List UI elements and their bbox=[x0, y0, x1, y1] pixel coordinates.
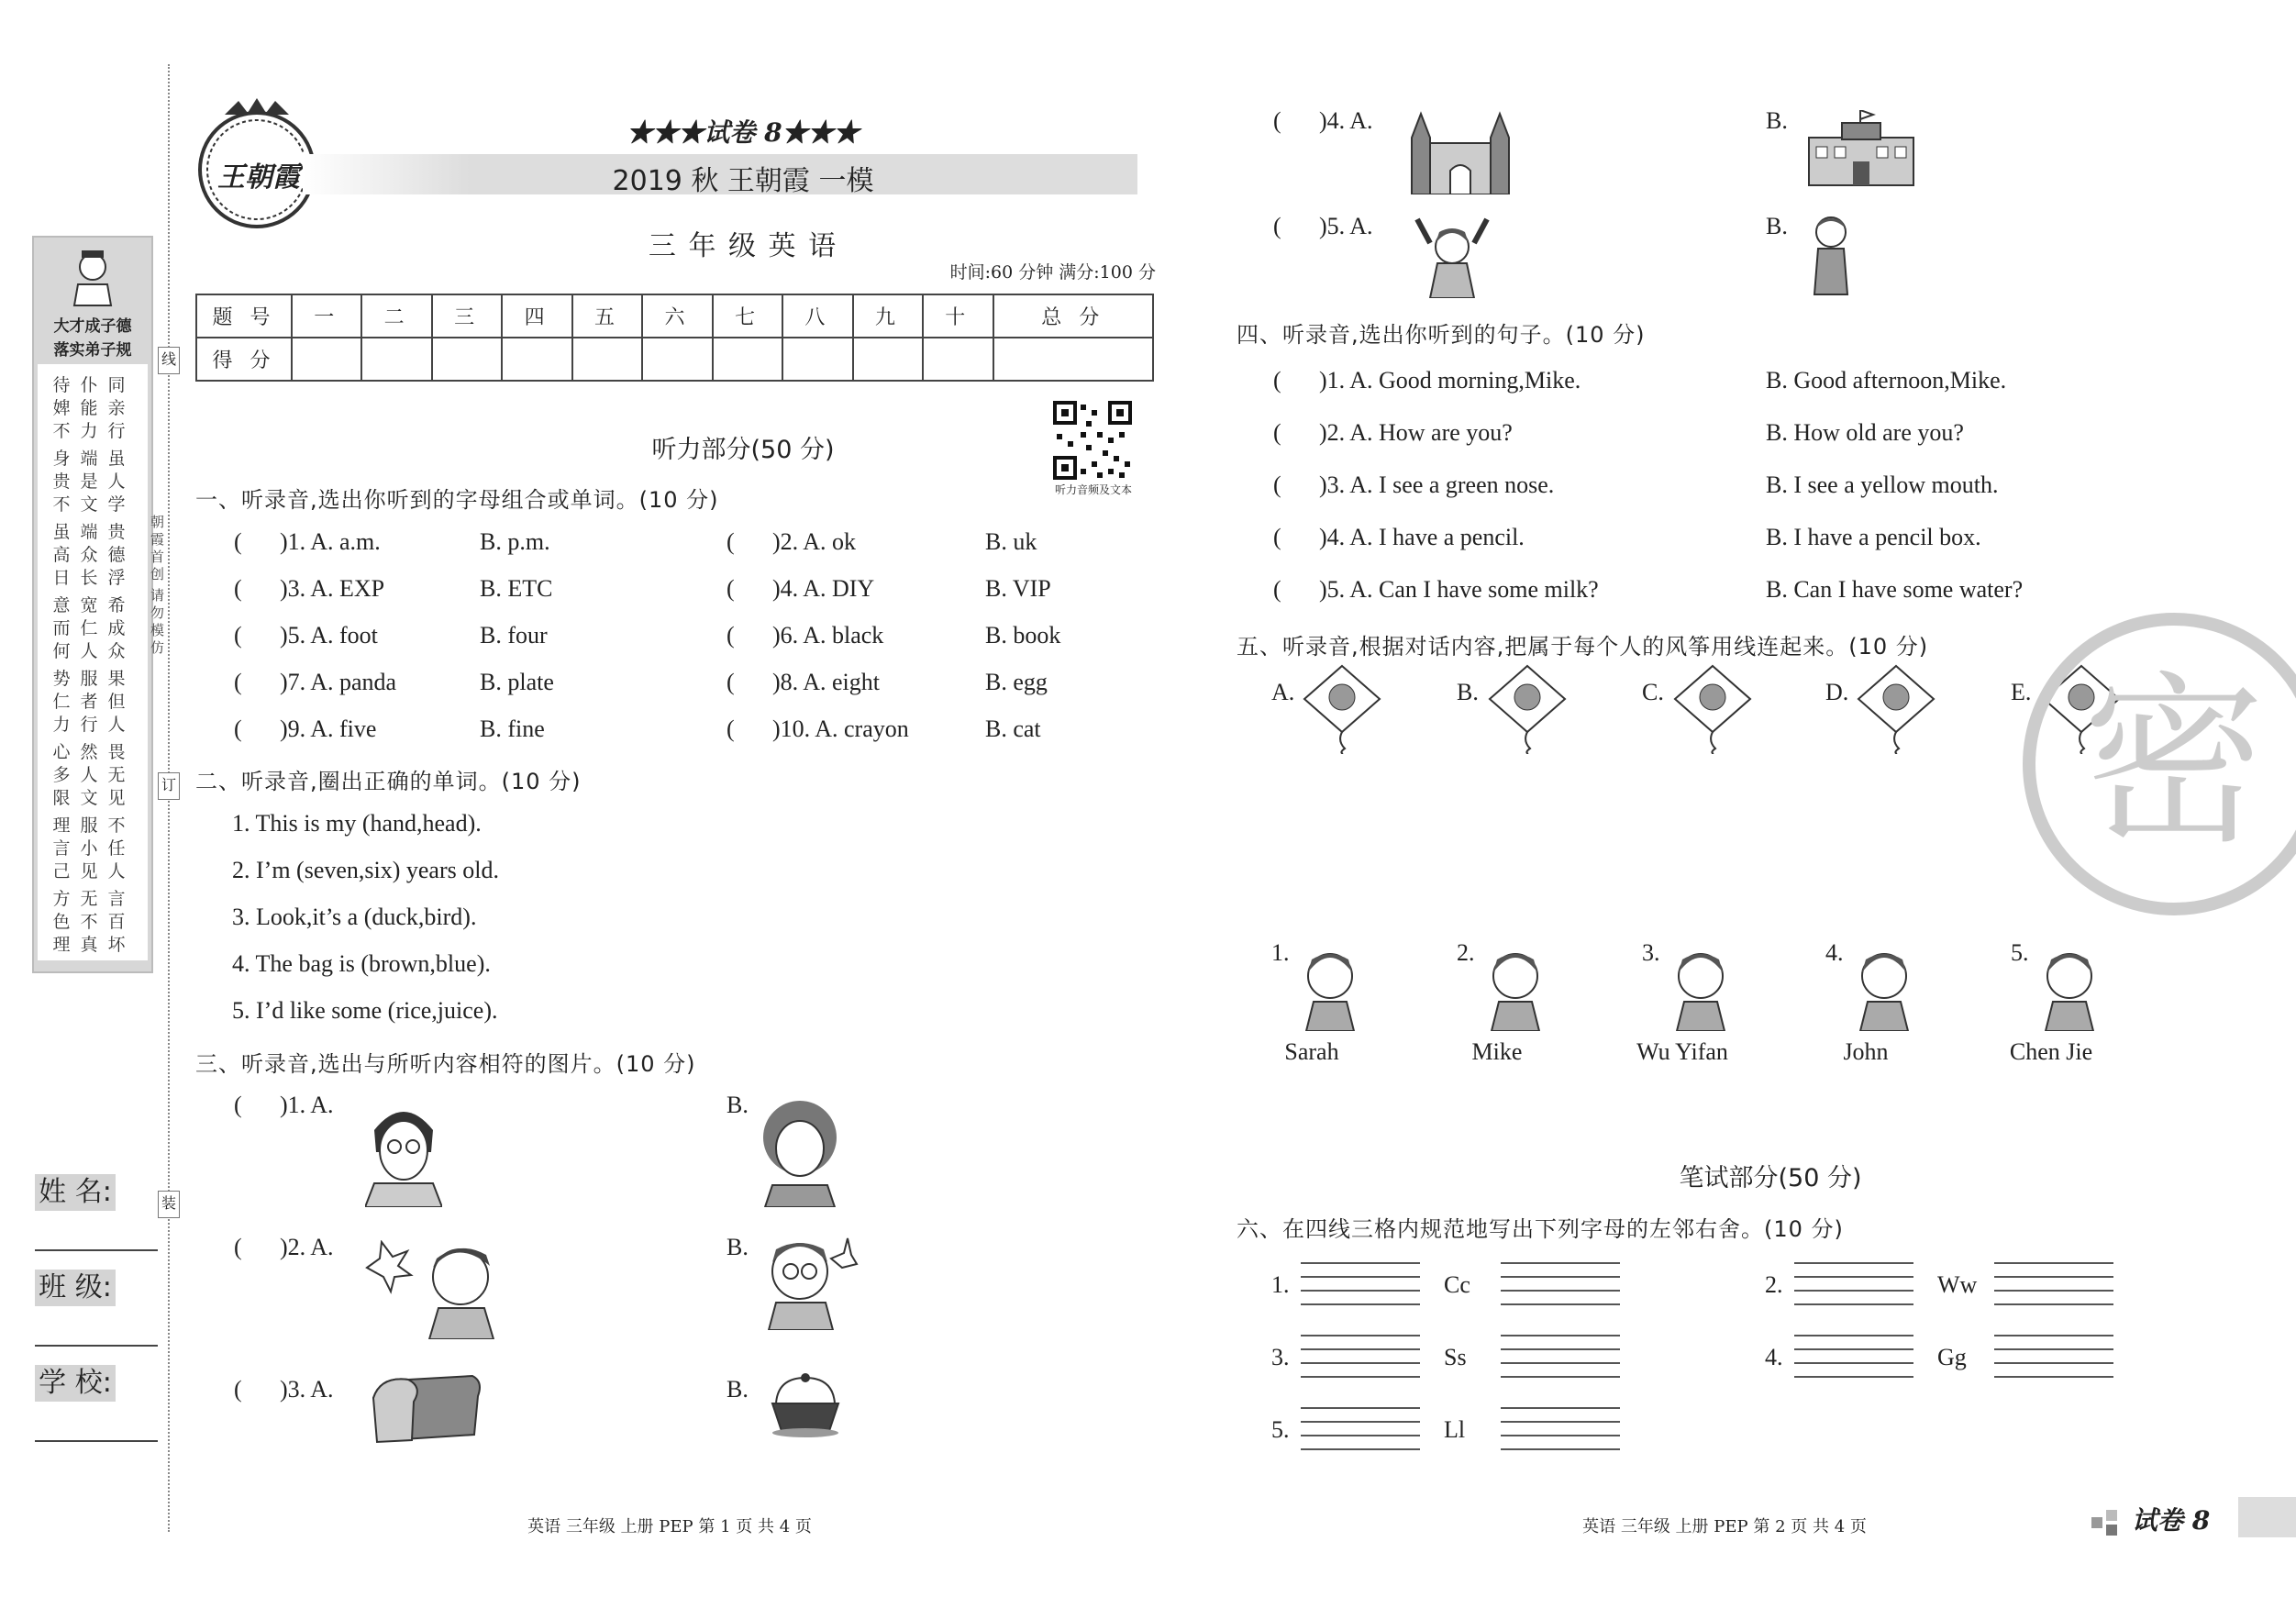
writing-lines-left[interactable] bbox=[1794, 1262, 1913, 1304]
option-b: B. I see a yellow mouth. bbox=[1766, 471, 1999, 498]
answer-blank[interactable]: ( bbox=[234, 715, 242, 742]
score-input-cell[interactable] bbox=[713, 338, 782, 381]
person-picture[interactable] bbox=[1847, 943, 1921, 1031]
maxim-char: 无 bbox=[80, 889, 98, 909]
question-item bbox=[234, 575, 384, 603]
question-item[interactable]: 4. The bag is (brown,blue). bbox=[232, 950, 491, 977]
qr-caption: 听力音频及文本 bbox=[1054, 483, 1132, 496]
question-item bbox=[1273, 471, 1554, 499]
given-letter: Ww bbox=[1937, 1271, 1978, 1298]
person-picture[interactable] bbox=[1664, 943, 1737, 1031]
option-a: )5. A. Can I have some milk? bbox=[1319, 576, 1599, 603]
question-item bbox=[234, 669, 396, 696]
kite-label: E. bbox=[2011, 679, 2032, 705]
kite-picture[interactable] bbox=[1855, 662, 1937, 754]
option-b: B. fine bbox=[480, 715, 545, 742]
class-field[interactable] bbox=[35, 1345, 158, 1347]
maxim-char: 虽 bbox=[107, 449, 126, 469]
person-picture[interactable] bbox=[1479, 943, 1552, 1031]
person-name: Mike bbox=[1471, 1038, 1523, 1065]
binding-note: 朝霞首创 bbox=[150, 514, 165, 582]
maxim-char: 人 bbox=[80, 765, 98, 785]
maxim-char: 婢 bbox=[52, 398, 71, 418]
maxim-char: 文 bbox=[80, 494, 98, 515]
maxim-char: 众 bbox=[107, 641, 126, 661]
item-number: 2. bbox=[1765, 1271, 1783, 1298]
maxim-char: 端 bbox=[80, 522, 98, 542]
maxim-char: 是 bbox=[80, 471, 98, 492]
maxim-char: 服 bbox=[80, 669, 98, 689]
kite-picture[interactable] bbox=[1671, 662, 1754, 754]
option-b: B. I have a pencil box. bbox=[1766, 524, 1981, 550]
option-a: )1. A. a.m. bbox=[280, 528, 381, 555]
binding-mark: 订 bbox=[158, 772, 180, 800]
option-a: )2. A. ok bbox=[772, 528, 856, 555]
question-item bbox=[234, 715, 376, 743]
confidential-stamp bbox=[2023, 613, 2296, 915]
given-letter: Cc bbox=[1444, 1271, 1470, 1298]
question-item bbox=[727, 669, 880, 696]
score-table bbox=[195, 294, 1154, 382]
maxim-char: 何 bbox=[52, 641, 71, 661]
maxim-char: 贵 bbox=[52, 471, 71, 492]
score-header-cell: 五 bbox=[572, 294, 642, 338]
maxim-char: 言 bbox=[107, 889, 126, 909]
maxim-char: 见 bbox=[107, 788, 126, 808]
kite-label: C. bbox=[1642, 679, 1664, 705]
exam-banner: 2019 秋 王朝霞 一模 bbox=[612, 165, 874, 197]
score-header-cell: 一 bbox=[292, 294, 361, 338]
woman-picture bbox=[760, 1093, 840, 1207]
option-a: )8. A. eight bbox=[772, 669, 880, 695]
question-item bbox=[727, 715, 909, 743]
maxim-char: 理 bbox=[52, 815, 71, 836]
question-item bbox=[1273, 576, 1599, 604]
motto-line-1: 大才成子德 bbox=[53, 317, 132, 336]
writing-lines-right[interactable] bbox=[1994, 1335, 2113, 1377]
exam-number: ★★★试卷 8★★★ bbox=[627, 117, 860, 148]
score-header-cell: 四 bbox=[502, 294, 571, 338]
binding-mark: 线 bbox=[158, 347, 180, 374]
score-input-cell[interactable] bbox=[782, 338, 852, 381]
score-input-cell[interactable] bbox=[923, 338, 993, 381]
maxim-char: 同 bbox=[107, 375, 126, 395]
question-item bbox=[234, 1376, 334, 1403]
answer-blank[interactable]: ( bbox=[234, 575, 242, 602]
person-name: Chen Jie bbox=[2009, 1038, 2093, 1065]
writing-lines-right[interactable] bbox=[1501, 1407, 1620, 1449]
score-header-cell: 三 bbox=[432, 294, 502, 338]
maxim-char: 己 bbox=[52, 861, 71, 882]
person-name: Wu Yifan bbox=[1636, 1038, 1728, 1065]
option-a: )3. A. I see a green nose. bbox=[1319, 471, 1555, 498]
kite-label: A. bbox=[1271, 679, 1295, 705]
maxim-char: 小 bbox=[80, 838, 98, 859]
answer-blank[interactable]: ( bbox=[1273, 524, 1281, 550]
maxim-char: 希 bbox=[107, 595, 126, 616]
maxim-char: 人 bbox=[107, 715, 126, 735]
option-a: )6. A. black bbox=[772, 622, 884, 649]
castle-picture bbox=[1408, 110, 1514, 194]
person-number: 4. bbox=[1825, 939, 1844, 966]
maxim-char: 众 bbox=[80, 545, 98, 565]
section-3-title: 三、听录音,选出与所听内容相符的图片。(10 分) bbox=[195, 1051, 696, 1077]
maxim-char: 力 bbox=[52, 715, 71, 735]
option-b: B. cat bbox=[985, 715, 1041, 742]
maxim-char: 人 bbox=[107, 471, 126, 492]
writing-lines-left[interactable] bbox=[1301, 1407, 1420, 1449]
option-b: B. plate bbox=[480, 669, 554, 695]
option-a: )10. A. crayon bbox=[772, 715, 909, 742]
kite-picture[interactable] bbox=[1301, 662, 1383, 754]
maxim-char: 浮 bbox=[107, 568, 126, 588]
motto-line-2: 落实弟子规 bbox=[53, 341, 132, 360]
maxim-char: 势 bbox=[52, 669, 71, 689]
given-letter: Ss bbox=[1444, 1344, 1467, 1370]
score-input-cell[interactable] bbox=[572, 338, 642, 381]
maxims-grid bbox=[46, 374, 138, 961]
maxim-char: 德 bbox=[107, 545, 126, 565]
answer-blank[interactable]: ( bbox=[727, 715, 735, 742]
question-item bbox=[1273, 419, 1513, 447]
person-number: 3. bbox=[1642, 939, 1660, 966]
score-input-cell[interactable] bbox=[292, 338, 361, 381]
score-header-cell: 八 bbox=[782, 294, 852, 338]
answer-blank[interactable]: ( bbox=[1273, 419, 1281, 446]
question-item bbox=[727, 622, 883, 649]
boy-standing-picture bbox=[1805, 216, 1857, 298]
school-building-picture bbox=[1805, 110, 1917, 187]
option-b: B. uk bbox=[985, 528, 1037, 555]
maxim-char: 而 bbox=[52, 618, 71, 638]
maxim-char: 方 bbox=[52, 889, 71, 909]
option-b: B. bbox=[727, 1376, 749, 1403]
maxim-char: 贵 bbox=[107, 522, 126, 542]
score-input-cell[interactable] bbox=[361, 338, 431, 381]
option-a: )3. A. EXP bbox=[280, 575, 385, 602]
option-a: )2. A. How are you? bbox=[1319, 419, 1513, 446]
section-6-title: 六、在四线三格内规范地写出下列字母的左邻右舍。(10 分) bbox=[1237, 1216, 1844, 1242]
option-b: B. p.m. bbox=[480, 528, 550, 555]
maxim-char: 无 bbox=[107, 765, 126, 785]
page-footer-1: 英语 三年级 上册 PEP 第 1 页 共 4 页 bbox=[527, 1517, 812, 1536]
answer-blank[interactable]: ( bbox=[234, 1092, 242, 1118]
option-b: B. four bbox=[480, 622, 548, 649]
answer-blank[interactable]: ( bbox=[1273, 576, 1281, 603]
writing-lines-left[interactable] bbox=[1794, 1335, 1913, 1377]
writing-lines-right[interactable] bbox=[1994, 1262, 2113, 1304]
maxim-char: 高 bbox=[52, 545, 71, 565]
person-number: 2. bbox=[1457, 939, 1475, 966]
answer-blank[interactable]: ( bbox=[1273, 367, 1281, 394]
scholar-figure-icon bbox=[65, 243, 120, 307]
maxim-char: 仆 bbox=[80, 375, 98, 395]
exam-tag bbox=[2091, 1501, 2238, 1537]
school-field[interactable] bbox=[35, 1440, 158, 1442]
maxim-char: 成 bbox=[107, 618, 126, 638]
question-item[interactable]: 1. This is my (hand,head). bbox=[232, 810, 482, 837]
question-item bbox=[1273, 367, 1581, 394]
boy-with-glasses-picture bbox=[760, 1231, 859, 1330]
maxim-char: 待 bbox=[52, 375, 71, 395]
item-number: 5. bbox=[1271, 1416, 1290, 1443]
maxim-char: 能 bbox=[80, 398, 98, 418]
answer-blank[interactable]: ( bbox=[727, 528, 735, 555]
logo-text: 王朝霞 bbox=[217, 161, 300, 194]
question-item bbox=[727, 528, 856, 556]
qr-code-icon[interactable] bbox=[1053, 401, 1132, 480]
answer-blank[interactable]: ( bbox=[727, 669, 735, 695]
maxim-char: 见 bbox=[80, 861, 98, 882]
maxim-char: 理 bbox=[52, 935, 71, 955]
option-a: )7. A. panda bbox=[280, 669, 397, 695]
score-input-cell[interactable] bbox=[853, 338, 923, 381]
maxim-char: 不 bbox=[107, 815, 126, 836]
maxim-char: 真 bbox=[80, 935, 98, 955]
binding-mark: 装 bbox=[158, 1191, 180, 1218]
option-a: )1. A. bbox=[280, 1092, 334, 1118]
maxim-char: 任 bbox=[107, 838, 126, 859]
question-item bbox=[1273, 213, 1373, 240]
question-item bbox=[234, 1234, 334, 1261]
option-a: )3. A. bbox=[280, 1376, 334, 1403]
option-a: )4. A. bbox=[1319, 107, 1373, 134]
option-b: B. egg bbox=[985, 669, 1048, 695]
person-number: 1. bbox=[1271, 939, 1290, 966]
score-header-cell: 七 bbox=[713, 294, 782, 338]
maxim-char: 然 bbox=[80, 742, 98, 762]
question-item[interactable]: 3. Look,it’s a (duck,bird). bbox=[232, 904, 477, 930]
person-number: 5. bbox=[2011, 939, 2029, 966]
option-a: )2. A. bbox=[280, 1234, 334, 1260]
question-item[interactable]: 2. I’m (seven,six) years old. bbox=[232, 857, 499, 883]
maxim-char: 不 bbox=[80, 912, 98, 932]
item-number: 1. bbox=[1271, 1271, 1290, 1298]
option-b: B. bbox=[1766, 107, 1788, 134]
writing-lines-right[interactable] bbox=[1501, 1262, 1620, 1304]
person-picture[interactable] bbox=[2033, 943, 2106, 1031]
option-b: B. ETC bbox=[480, 575, 553, 602]
score-header-cell: 十 bbox=[923, 294, 993, 338]
maxim-char: 百 bbox=[107, 912, 126, 932]
cupcake-picture bbox=[769, 1372, 842, 1438]
question-item bbox=[1273, 524, 1525, 551]
answer-blank[interactable]: ( bbox=[234, 1234, 242, 1260]
maxim-char: 仁 bbox=[52, 692, 71, 712]
maxim-char: 人 bbox=[80, 641, 98, 661]
score-input-cell[interactable] bbox=[432, 338, 502, 381]
writing-lines-right[interactable] bbox=[1501, 1335, 1620, 1377]
question-item bbox=[234, 622, 378, 649]
maxim-char: 果 bbox=[107, 669, 126, 689]
answer-blank[interactable]: ( bbox=[234, 528, 242, 555]
answer-blank[interactable]: ( bbox=[1273, 107, 1281, 134]
binding-note: 请勿模仿 bbox=[150, 587, 165, 656]
option-b: B. Good afternoon,Mike. bbox=[1766, 367, 2007, 394]
question-item[interactable]: 5. I’d like some (rice,juice). bbox=[232, 997, 498, 1024]
page-footer-2: 英语 三年级 上册 PEP 第 2 页 共 4 页 bbox=[1582, 1517, 1867, 1536]
maxim-char: 行 bbox=[80, 715, 98, 735]
section-1-title: 一、听录音,选出你听到的字母组合或单词。(10 分) bbox=[195, 487, 719, 513]
maxim-char: 长 bbox=[80, 568, 98, 588]
option-b: B. VIP bbox=[985, 575, 1051, 602]
section-5-title: 五、听录音,根据对话内容,把属于每个人的风筝用线连起来。(10 分) bbox=[1237, 634, 1929, 660]
maxim-char: 端 bbox=[80, 449, 98, 469]
score-header-cell: 六 bbox=[642, 294, 712, 338]
maxim-char: 不 bbox=[52, 494, 71, 515]
kite-picture[interactable] bbox=[1486, 662, 1569, 754]
item-number: 3. bbox=[1271, 1344, 1290, 1370]
man-with-glasses-picture bbox=[365, 1093, 442, 1207]
section-2-title: 二、听录音,圈出正确的单词。(10 分) bbox=[195, 769, 582, 794]
boy-pointing-picture bbox=[365, 1240, 499, 1339]
name-field[interactable] bbox=[35, 1249, 158, 1251]
maxim-char: 者 bbox=[80, 692, 98, 712]
girl-arms-up-picture bbox=[1408, 216, 1496, 298]
listening-title: 听力部分(50 分) bbox=[651, 436, 835, 464]
writing-title: 笔试部分(50 分) bbox=[1679, 1164, 1862, 1192]
option-b: B. bbox=[1766, 213, 1788, 239]
given-letter: Ll bbox=[1444, 1416, 1466, 1443]
answer-blank[interactable]: ( bbox=[727, 622, 735, 649]
kite-label: B. bbox=[1457, 679, 1479, 705]
exam-tag-text: 试卷 8 bbox=[2132, 1505, 2211, 1536]
maxim-char: 亲 bbox=[107, 398, 126, 418]
answer-blank[interactable]: ( bbox=[234, 1376, 242, 1403]
score-input-cell[interactable] bbox=[642, 338, 712, 381]
given-letter: Gg bbox=[1937, 1344, 1967, 1370]
score-label-cell: 得 分 bbox=[196, 338, 292, 381]
score-header-cell: 题 号 bbox=[196, 294, 292, 338]
score-header-cell: 九 bbox=[853, 294, 923, 338]
maxim-char: 日 bbox=[52, 568, 71, 588]
maxim-char: 力 bbox=[80, 421, 98, 441]
maxim-char: 服 bbox=[80, 815, 98, 836]
maxim-char: 限 bbox=[52, 788, 71, 808]
answer-blank[interactable]: ( bbox=[727, 575, 735, 602]
option-b: B. bbox=[727, 1234, 749, 1260]
section-4-title: 四、听录音,选出你听到的句子。(10 分) bbox=[1237, 322, 1646, 348]
answer-blank[interactable]: ( bbox=[234, 622, 242, 649]
option-a: )1. A. Good morning,Mike. bbox=[1319, 367, 1581, 394]
maxim-char: 宽 bbox=[80, 595, 98, 616]
person-name: John bbox=[1843, 1038, 1889, 1065]
option-b: B. How old are you? bbox=[1766, 419, 1964, 446]
option-a: )4. A. I have a pencil. bbox=[1319, 524, 1525, 550]
maxim-char: 多 bbox=[52, 765, 71, 785]
time-info: 时间:60 分钟 满分:100 分 bbox=[949, 262, 1156, 283]
maxim-char: 坏 bbox=[107, 935, 126, 955]
score-header-cell: 二 bbox=[361, 294, 431, 338]
maxim-char: 身 bbox=[52, 449, 71, 469]
maxim-char: 人 bbox=[107, 861, 126, 882]
stamp-char: 密 bbox=[2081, 656, 2266, 870]
writing-lines-left[interactable] bbox=[1301, 1335, 1420, 1377]
kite-label: D. bbox=[1825, 679, 1849, 705]
question-item bbox=[1273, 107, 1373, 135]
item-number: 4. bbox=[1765, 1344, 1783, 1370]
person-picture[interactable] bbox=[1293, 943, 1367, 1031]
answer-blank[interactable]: ( bbox=[1273, 471, 1281, 498]
person-name: Sarah bbox=[1284, 1038, 1339, 1065]
maxim-char: 行 bbox=[107, 421, 126, 441]
name-label: 姓 名: bbox=[35, 1174, 116, 1211]
maxim-char: 畏 bbox=[107, 742, 126, 762]
option-b: B. bbox=[727, 1092, 749, 1118]
score-input-cell[interactable] bbox=[502, 338, 571, 381]
school-label: 学 校: bbox=[35, 1365, 116, 1402]
tag-bar bbox=[2238, 1497, 2296, 1537]
score-header-cell: 总 分 bbox=[993, 294, 1153, 338]
page-title: 三 年 级 英 语 bbox=[648, 230, 838, 262]
option-a: )5. A. foot bbox=[280, 622, 378, 649]
bread-picture bbox=[372, 1370, 482, 1444]
maxim-char: 文 bbox=[80, 788, 98, 808]
score-input-cell[interactable] bbox=[993, 338, 1153, 381]
question-item bbox=[727, 575, 874, 603]
maxim-char: 虽 bbox=[52, 522, 71, 542]
answer-blank[interactable]: ( bbox=[1273, 213, 1281, 239]
option-b: B. book bbox=[985, 622, 1061, 649]
option-a: )5. A. bbox=[1319, 213, 1373, 239]
option-b: B. Can I have some water? bbox=[1766, 576, 2024, 603]
class-label: 班 级: bbox=[35, 1270, 116, 1306]
maxim-char: 心 bbox=[52, 742, 71, 762]
maxim-char: 学 bbox=[107, 494, 126, 515]
maxim-char: 色 bbox=[52, 912, 71, 932]
question-item bbox=[234, 528, 381, 556]
question-item bbox=[234, 1092, 334, 1119]
writing-lines-left[interactable] bbox=[1301, 1262, 1420, 1304]
maxim-char: 意 bbox=[52, 595, 71, 616]
maxim-char: 但 bbox=[107, 692, 126, 712]
maxim-char: 不 bbox=[52, 421, 71, 441]
maxim-char: 言 bbox=[52, 838, 71, 859]
answer-blank[interactable]: ( bbox=[234, 669, 242, 695]
option-a: )9. A. five bbox=[280, 715, 377, 742]
maxim-char: 仁 bbox=[80, 618, 98, 638]
option-a: )4. A. DIY bbox=[772, 575, 875, 602]
